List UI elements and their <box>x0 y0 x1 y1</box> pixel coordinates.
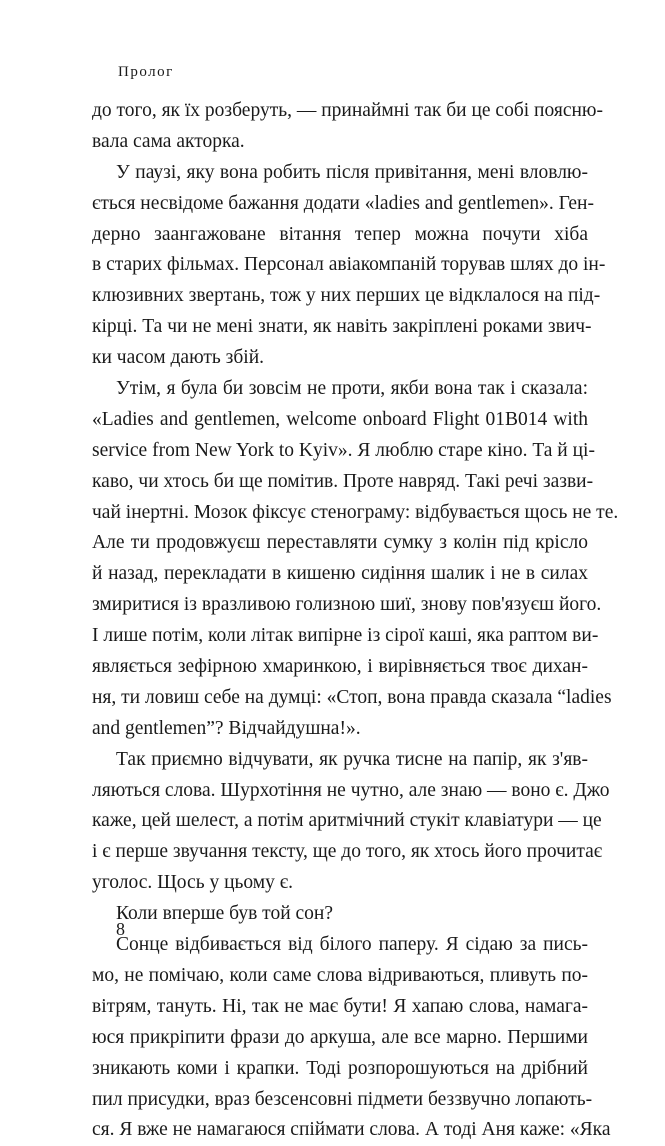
text-line: Сонце відбивається від білого паперу. Я сідаю за пись- <box>116 934 588 956</box>
text-line: ки часом дають збій. <box>92 347 265 369</box>
running-head: Пролог <box>118 64 174 80</box>
text-line: до того, як їх розберуть, — принаймні так би це собі поясню- <box>92 100 603 121</box>
text-line: ся. Я вже не намагаюся спіймати слова. А тоді Аня каже: «Яка <box>92 1119 611 1141</box>
text-line: в старих фільмах. Персонал авіакомпаній торував шлях до ін- <box>92 254 606 276</box>
text-line: змиритися із вразливою голизною шиї, знову пов'язуєш його. <box>92 594 602 616</box>
text-line: І лише потім, коли літак випірне із сірої каші, яка раптом ви- <box>92 625 599 647</box>
text-line: У паузі, яку вона робить після привітання, мені вловлю- <box>116 161 588 183</box>
text-line: чай інертні. Мозок фіксує стенограму: відбувається щось не те. <box>92 501 619 523</box>
text-line: вітрям, тануть. Ні, так не має бути! Я хапаю слова, намага- <box>92 995 588 1017</box>
text-line: й назад, перекладати в кишеню сидіння шалик і не в силах <box>92 563 588 585</box>
text-line: Утім, я була би зовсім не проти, якби вона так і сказала: <box>116 378 588 400</box>
text-line: Але ти продовжуєш переставляти сумку з колін під крісло <box>92 532 588 554</box>
text-line: ня, ти ловиш себе на думці: «Стоп, вона правда сказала “ladies <box>92 686 612 708</box>
text-line: дерно заангажоване вітання тепер можна почути хіба <box>92 223 588 245</box>
text-line: мо, не помічаю, коли саме слова відриваються, пливуть по- <box>92 964 588 986</box>
text-line: service from New York to Kyiv». Я люблю старе кіно. Та й ці- <box>92 439 595 461</box>
text-line: являється зефірною хмаринкою, і вирівняється твоє дихан- <box>92 656 588 678</box>
text-line: каже, цей шелест, а потім аритмічний стукіт клавіатури — це <box>92 810 602 832</box>
body-text <box>92 96 619 1146</box>
text-line: юся прикріпити фрази до аркуша, але все марно. Першими <box>92 1026 588 1048</box>
text-line: and gentlemen”? Відчайдушна!». <box>92 717 361 739</box>
text-line: ється несвідоме бажання додати «ladies and gentlemen». Ген- <box>92 192 594 214</box>
text-line: зникають коми і крапки. Тоді розпорошуються на дрібний <box>92 1057 588 1079</box>
text-line: Так приємно відчувати, як ручка тисне на папір, як з'яв- <box>116 748 588 770</box>
page-number: 8 <box>116 919 125 939</box>
text-line: клюзивних звертань, тож у них перших це відклалося на під- <box>92 285 601 307</box>
text-line: «Ladies and gentlemen, welcome onboard Flight 01B014 with <box>92 408 588 430</box>
text-line: пил присудки, враз безсенсовні підмети беззвучно лопають- <box>92 1088 593 1110</box>
text-line: Коли вперше був той сон? <box>116 903 333 925</box>
text-line: каво, чи хтось би ще помітив. Проте навряд. Такі речі зазви- <box>92 470 594 492</box>
text-line: кірці. Та чи не мені знати, як навіть закріплені роками звич- <box>92 316 592 338</box>
text-line: ляються слова. Шурхотіння не чутно, але знаю — воно є. Джо <box>92 779 610 801</box>
text-line: уголос. Щось у цьому є. <box>92 872 293 894</box>
text-line: вала сама акторка. <box>92 130 245 152</box>
text-line: і є перше звучання тексту, ще до того, як хтось його прочитає <box>92 841 603 863</box>
